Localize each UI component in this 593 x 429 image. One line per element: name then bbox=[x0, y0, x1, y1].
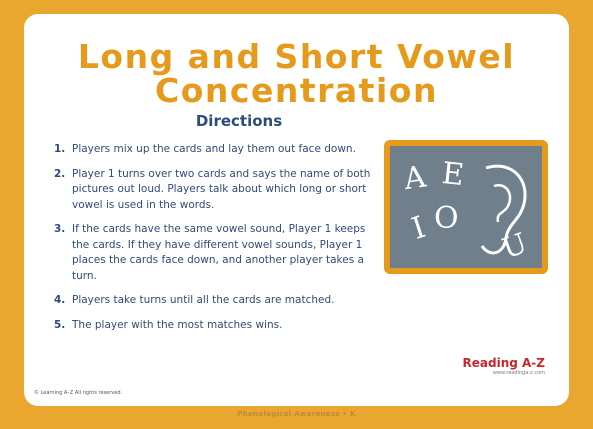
board-letter-o: O bbox=[434, 201, 459, 236]
brand-url: www.readinga-z.com bbox=[492, 370, 545, 376]
direction-number: 1. bbox=[54, 143, 66, 155]
direction-number: 3. bbox=[54, 223, 66, 235]
brand-logo bbox=[463, 356, 545, 376]
title-line-1: Long and Short Vowel bbox=[77, 37, 516, 76]
direction-item bbox=[54, 293, 374, 309]
direction-item bbox=[54, 222, 374, 284]
direction-number: 2. bbox=[54, 167, 66, 180]
board-letter-a: A bbox=[401, 159, 429, 198]
title-line-2: Concentration bbox=[155, 71, 438, 110]
direction-item bbox=[54, 167, 374, 214]
direction-number: 5. bbox=[54, 318, 66, 331]
vowel-chalkboard-illustration bbox=[384, 140, 548, 274]
directions-heading: Directions bbox=[195, 112, 283, 130]
board-letter-u: U bbox=[497, 226, 532, 266]
watermark-text: 企鹅妈妈俱乐部 bbox=[442, 392, 534, 407]
direction-text: If the cards have the same vowel sound, Player 1 keeps the cards. If they have different vowel sounds, Player 1 places the cards face down, and another player takes a turn. bbox=[72, 223, 366, 282]
activity-card bbox=[24, 14, 569, 406]
card-title bbox=[24, 37, 569, 110]
direction-text: Player 1 turns over two cards and says the name of both pictures out loud. Players talk about which long or short vowel is used in the words. bbox=[72, 167, 371, 211]
direction-text: The player with the most matches wins. bbox=[72, 318, 283, 331]
board-letter-i: I bbox=[407, 209, 430, 247]
page-footer: Phonological Awareness • K bbox=[237, 410, 356, 418]
direction-item bbox=[54, 318, 374, 334]
brand-name: Reading A-Z bbox=[462, 356, 545, 370]
board-letter-e: E bbox=[440, 156, 466, 194]
direction-text: Players take turns until all the cards are matched. bbox=[72, 294, 335, 306]
watermark bbox=[422, 388, 533, 407]
direction-number: 4. bbox=[54, 294, 66, 306]
chalkboard-svg bbox=[390, 146, 542, 268]
direction-item bbox=[54, 142, 374, 158]
copyright-notice: © Learning A–Z All rights reserved. bbox=[34, 390, 123, 396]
direction-text: Players mix up the cards and lay them out face down. bbox=[72, 143, 356, 155]
wechat-icon: ☺ bbox=[422, 390, 438, 406]
directions-list bbox=[54, 142, 374, 342]
